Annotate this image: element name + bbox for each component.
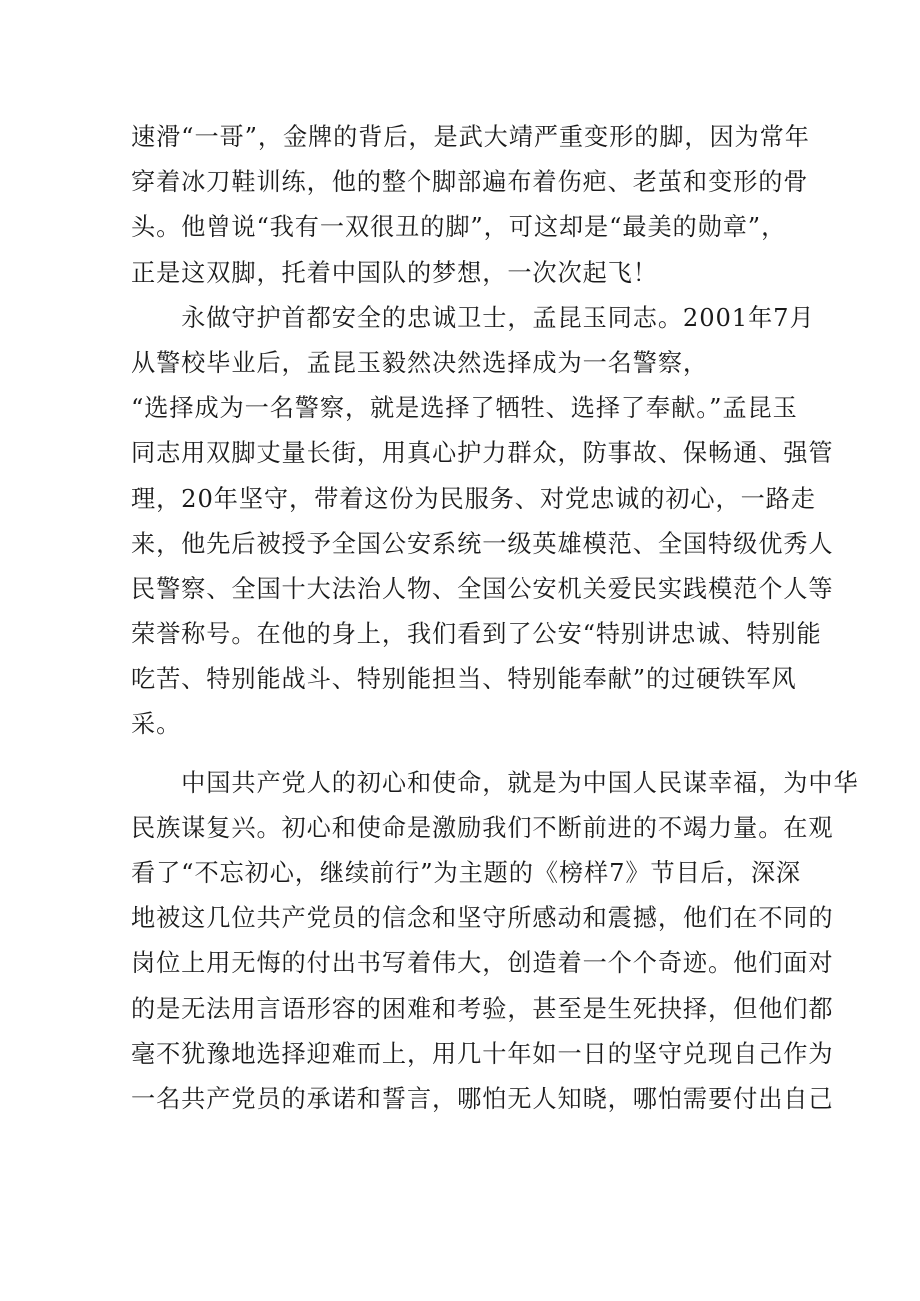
paragraph-gap (131, 748, 791, 761)
text-line: 吃苦、特别能战斗、特别能担当、特别能奉献”的过硬铁军风 (131, 665, 797, 694)
paragraph-1 (131, 115, 810, 296)
text-line: 看了“不忘初心，继续前行”为主题的《榜样7》节目后，深深 (131, 859, 802, 887)
text-line: 理，20年坚守，带着这份为民服务、对党忠诚的初心，一路走 (131, 484, 816, 513)
document-body (131, 115, 859, 1122)
text-line: 中国共产党人的初心和使命，就是为中国人民谋幸福，为中华 (131, 768, 859, 797)
text-line: 毫不犹豫地选择迎难而上，用几十年如一日的坚守兑现自己作为 (131, 1039, 834, 1068)
text-line: 采。 (131, 710, 182, 739)
text-line: 荣誉称号。在他的身上，我们看到了公安“特别讲忠诚、特别能 (131, 620, 822, 649)
text-line: 头。他曾说“我有一双很丑的脚”，可这却是“最美的勋章”， (131, 213, 787, 242)
text-line: 穿着冰刀鞋训练，他的整个脚部遍布着伤疤、老茧和变形的骨 (131, 168, 809, 197)
text-line: 一名共产党员的承诺和誓言，哪怕无人知晓，哪怕需要付出自己 (131, 1084, 834, 1113)
text-line: 民警察、全国十大法治人物、全国公安机关爱民实践模范个人等 (131, 574, 834, 603)
text-line: 从警校毕业后，孟昆玉毅然决然选择成为一名警察， (131, 348, 709, 377)
text-line: 来，他先后被授予全国公安系统一级英雄模范、全国特级优秀人 (131, 529, 834, 558)
text-line: 的是无法用言语形容的困难和考验，甚至是生死抉择，但他们都 (131, 994, 834, 1023)
paragraph-2 (131, 296, 834, 748)
paragraph-3 (131, 761, 859, 1123)
text-line: 岗位上用无悔的付出书写着伟大，创造着一个个奇迹。他们面对 (131, 949, 834, 978)
text-line: 民族谋复兴。初心和使命是激励我们不断前进的不竭力量。在观 (131, 813, 834, 842)
text-line: 正是这双脚，托着中国队的梦想，一次次起飞！ (131, 258, 658, 287)
text-line: 速滑“一哥”，金牌的背后，是武大靖严重变形的脚，因为常年 (131, 123, 810, 151)
text-line: 同志用双脚丈量长街，用真心护力群众，防事故、保畅通、强管 (131, 439, 834, 468)
text-line: 永做守护首都安全的忠诚卫士，孟昆玉同志。2001年7月 (131, 303, 815, 332)
text-line: 地被这几位共产党员的信念和坚守所感动和震撼，他们在不同的 (131, 904, 834, 933)
text-line: “选择成为一名警察，就是选择了牺牲、选择了奉献。”孟昆玉 (131, 394, 798, 423)
